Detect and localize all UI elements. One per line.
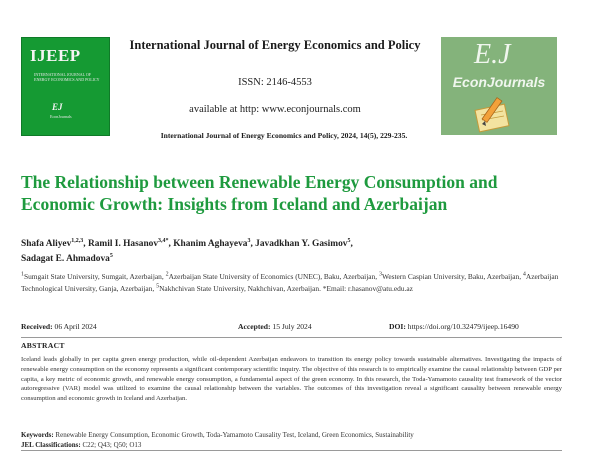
citation: International Journal of Energy Economics and Policy, 2024, 14(5), 229-235. [160, 131, 408, 140]
econjournals-name: EconJournals [452, 74, 546, 90]
author-affiliation-marker: 5 [109, 252, 113, 259]
author-affiliation-marker: 1,2,3 [71, 237, 84, 244]
availability-link[interactable]: available at http: www.econjournals.com [189, 104, 361, 115]
author-name: Khanim Aghayeva [173, 239, 248, 249]
divider [21, 450, 562, 451]
author-affiliation-marker: 5 [347, 237, 351, 244]
paper-title: The Relationship between Renewable Energy Consumption and Economic Growth: Insights from Iceland and Azerbaijan [21, 172, 498, 214]
doi-link[interactable]: https://doi.org/10.32479/ijeep.16490 [407, 322, 519, 331]
received-date: Received: 06 April 2024 [21, 322, 97, 331]
affiliations: $^1$Sumgait State University, Sumgait, Azerbaijan, $^2$Azerbaijan State University of Economics (UNEC), Baku, Azerbaijan, $^3$Western Caspian University, Baku, Azerbaijan, $^4$Azerbaijan Technological University, Ganja, Azerbaijan, $^5$Nakhchivan State University, Nakhchivan, Azerbaijan. *Email: r.hasanov@atu.edu.az [21, 271, 559, 293]
author-separator: , [168, 239, 174, 249]
accepted-date: Accepted: 15 July 2024 [238, 322, 312, 331]
keywords: Keywords: Renewable Energy Consumption, Economic Growth, Toda-Yamamoto Causality Test, Iceland, Green Economics, Sustainability [21, 431, 414, 439]
ijeep-logo-title: IJEEP [30, 46, 81, 65]
divider [21, 337, 562, 338]
journal-name: International Journal of Energy Economics and Policy [129, 38, 421, 52]
corresponding-author-marker: * [165, 237, 169, 244]
author-separator: , [83, 239, 88, 249]
abstract-heading: ABSTRACT [21, 341, 65, 350]
doi[interactable]: DOI: https://doi.org/10.32479/ijeep.16490 [389, 322, 519, 331]
author-separator: , [350, 239, 353, 249]
econjournals-logo [441, 37, 557, 135]
author-list [21, 237, 581, 267]
author-name: Ramil I. Hasanov [87, 239, 159, 249]
ej-mark: EJ [52, 102, 63, 112]
contact-email[interactable]: *Email: r.hasanov@atu.edu.az [322, 283, 413, 293]
issn: ISSN: 2146-4553 [238, 77, 312, 88]
ej-mark-subtitle: EconJournals [50, 114, 72, 119]
author-name: Javadkhan Y. Gasimov [255, 239, 348, 249]
author-separator: , [250, 239, 256, 249]
author-affiliation-marker: 3 [247, 237, 251, 244]
abstract-text: Iceland leads globally in per capita green energy production, while oil-dependent Azerbaijan endeavors to transition its energy policy towards sustainable alternatives. Investigating the impacts of renewable energy consumption on the economy represents a significant contemporary scientific inquiry. The objective of this research is to empirically examine the causal relationship between GDP per capita, a key metric of economic growth, and renewable energy consumption, a fundamental aspect of the green economy. In this research, the Toda-Yamamoto causality test framework of the vector autoregressive (VAR) model was utilized to examine the causal relationship between the variables. The outcomes of this investigation reveal a significant causality between renewable energy consumption and economic growth in Iceland and Azerbaijan. [21, 356, 562, 403]
ijeep-logo-subtitle: INTERNATIONAL JOURNAL OF ENERGY ECONOMICS AND POLICY [34, 72, 100, 82]
author-name: Sadagat E. Ahmadova [21, 254, 110, 264]
author-affiliation-marker: 3,4 [158, 237, 166, 244]
pencil-notebook-icon [469, 93, 517, 133]
econjournals-mark: E.J [474, 39, 511, 70]
jel-classifications: JEL Classifications: C22; Q43; Q50; O13 [21, 441, 142, 449]
ijeep-logo [21, 37, 110, 136]
author-name: Shafa Aliyev [21, 239, 72, 249]
